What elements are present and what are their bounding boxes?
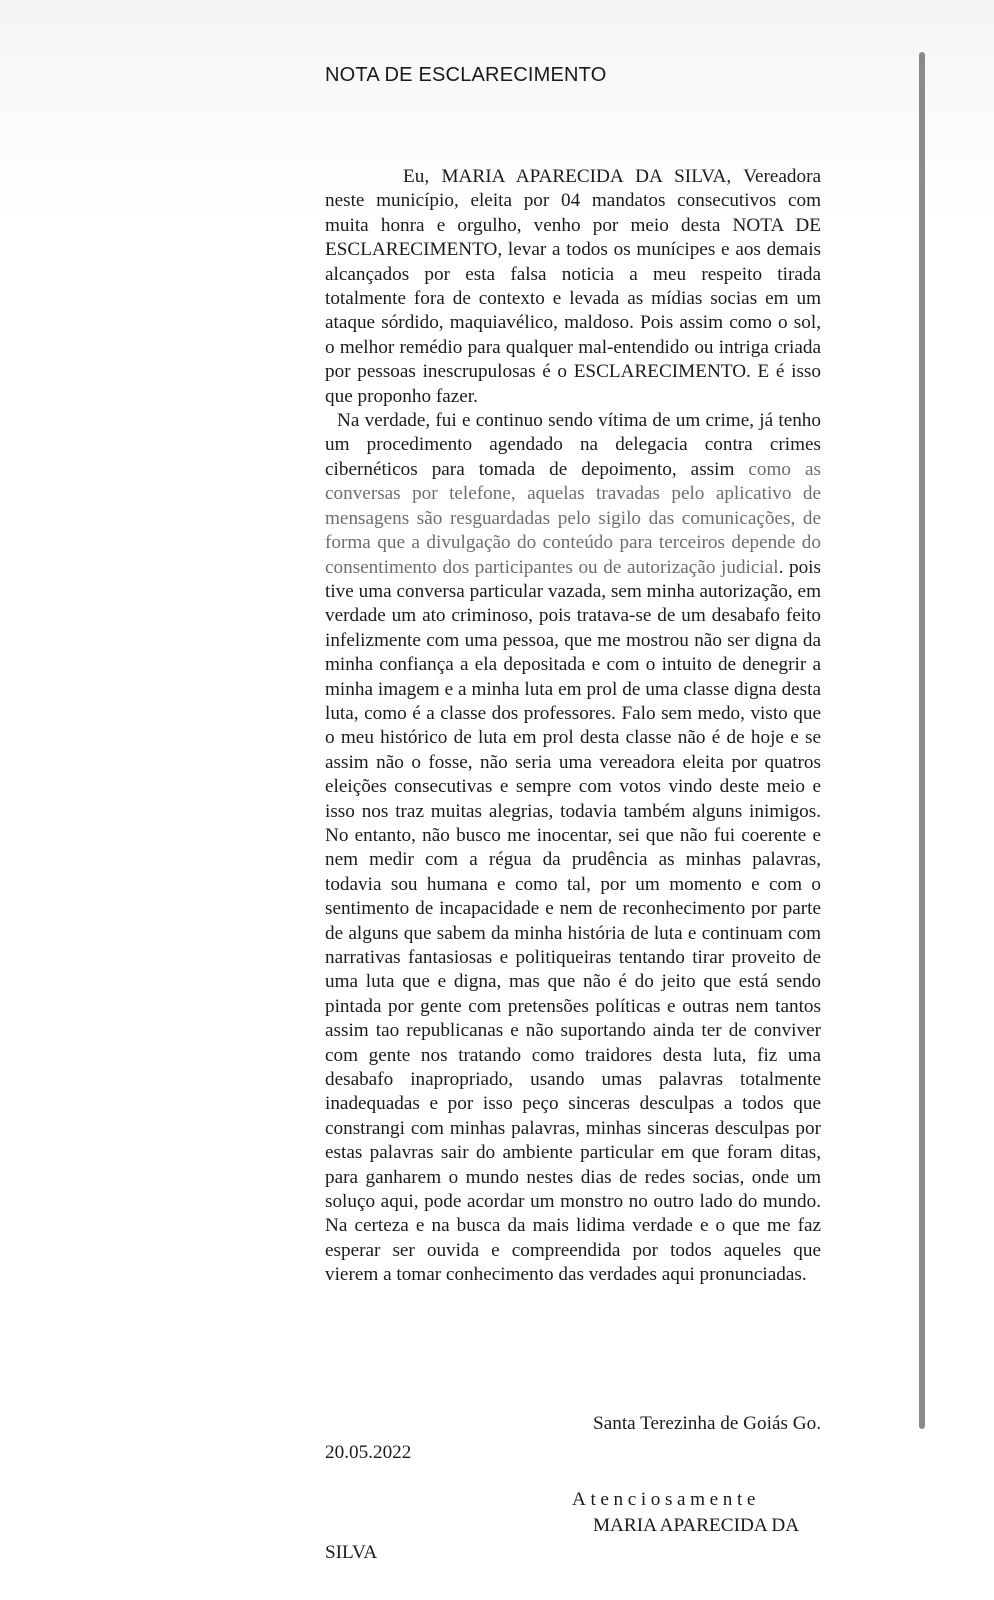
paragraph-1: Eu, MARIA APARECIDA DA SILVA, Vereadora neste município, eleita por 04 mandatos consecutivos com muita honra e orgulho, venho por meio desta NOTA DE ESCLARECIMENTO, levar a todos os munícipes e aos demais alcançados por esta falsa noticia a meu respeito tirada totalmente fora de contexto e levada as mídias socias em um ataque sórdido, maquiavélico, maldoso. Pois assim como o sol, o melhor remédio para qualquer mal-entendido ou intriga criada por pessoas inescrupulosas é o ESCLARECIMENTO. E é isso que proponho fazer. bbox=[325, 166, 821, 407]
closing-salutation: Atenciosamente bbox=[572, 1489, 761, 1510]
document-body bbox=[325, 165, 821, 1288]
vertical-scrollbar[interactable] bbox=[919, 52, 925, 1429]
date-line: 20.05.2022 bbox=[325, 1442, 412, 1463]
paragraph-2 bbox=[325, 409, 821, 1288]
document-title: NOTA DE ESCLARECIMENTO bbox=[325, 64, 607, 86]
signature-name-line-2: SILVA bbox=[325, 1542, 378, 1563]
paragraph-2-end: . pois tive uma conversa particular vazada, sem minha autorização, em verdade um ato criminoso, pois tratava-se de um desabafo feito infelizmente com uma pessoa, que me mostrou não ser digna da minha confiança a ela depositada e com o intuito de denegrir a minha imagem e a minha luta em prol de uma classe digna desta luta, como é a classe dos professores. Falo sem medo, visto que o meu histórico de luta em prol desta classe não é de hoje e se assim não o fosse, não seria uma vereadora eleita por quatros eleições consecutivas e sempre com votos vindo deste meio e isso nos traz muitas alegrias, todavia também alguns inimigos. No entanto, não busco me inocentar, sei que não fui coerente e nem medir com a régua da prudência as minhas palavras, todavia sou humana e como tal, por um momento e com o sentimento de incapacidade e nem de reconhecimento por parte de alguns que sabem da minha história de luta e continuam com narrativas fantasiosas e politiqueiras tentando tirar proveito de uma luta que e digna, mas que não é do jeito que está sendo pintada por gente com pretensões políticas e outras nem tantos assim tao republicanas e não suportando ainda ter de conviver com gente nos tratando como traidores desta luta, fiz uma desabafo inapropriado, usando umas palavras totalmente inadequadas e por isso peço sinceras desculpas a todos que constrangi com minhas palavras, minhas sinceras desculpas por estas palavras sair do ambiente particular em que foram ditas, para ganharem o mundo nestes dias de redes socias, onde um soluço aqui, pode acordar um monstro no outro lado do mundo. Na certeza e na busca da mais lidima verdade e o que me faz esperar ser ouvida e compreendida por todos aqueles que vierem a tomar conhecimento das verdades aqui pronunciadas. bbox=[325, 556, 821, 1286]
paragraph-2-quoted-excerpt: como as conversas por telefone, aquelas travadas pelo aplicativo de mensagens são resguardadas pelo sigilo das comunicações, de forma que a divulgação do conteúdo para terceiros depende do consentimento dos participantes ou de autorização judicial bbox=[325, 458, 821, 578]
signature-name-line-1: MARIA APARECIDA DA bbox=[593, 1515, 800, 1536]
place-line: Santa Terezinha de Goiás Go. bbox=[593, 1413, 821, 1434]
paragraph-2-start: Na verdade, fui e continuo sendo vítima de um crime, já tenho um procedimento agendado na delegacia contra crimes cibernéticos para tomada de depoimento, assim bbox=[325, 410, 821, 480]
